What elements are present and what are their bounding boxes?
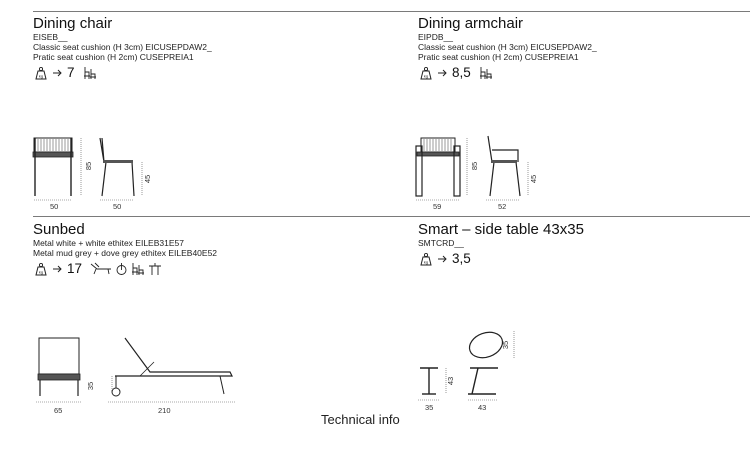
dim-height: 35 xyxy=(86,381,96,391)
svg-text:kg: kg xyxy=(423,73,429,79)
stackable-icon xyxy=(479,66,493,80)
sunbed-drawing xyxy=(30,332,250,417)
recline-icon xyxy=(90,262,112,276)
product-smart-side-table xyxy=(418,222,584,267)
product-code: SMTCRD__ xyxy=(418,238,464,248)
product-title: Dining chair xyxy=(33,15,113,32)
weight-value: 17 xyxy=(67,261,83,276)
weight-icon xyxy=(418,66,434,80)
arrow-icon xyxy=(438,69,448,77)
weight-icon xyxy=(418,252,434,266)
product-title: Dining armchair xyxy=(418,15,524,32)
dim-height: 43 xyxy=(446,376,456,386)
arrow-icon xyxy=(438,255,448,263)
symbols xyxy=(83,66,97,80)
dim-base: 35 xyxy=(425,403,434,412)
dim-front-width: 59 xyxy=(433,202,442,211)
arrow-icon xyxy=(53,265,63,273)
weight-row xyxy=(418,251,584,267)
weight-row xyxy=(33,261,217,277)
dim-top-depth: 35 xyxy=(501,340,511,350)
symbols xyxy=(479,66,493,80)
product-line: Metal white + white ethitex EILEB31E57 xyxy=(33,238,184,248)
svg-text:kg: kg xyxy=(423,259,429,265)
product-sunbed xyxy=(33,222,217,277)
weight-icon xyxy=(33,66,49,80)
dim-side-length: 210 xyxy=(158,406,171,415)
product-line: Pratic seat cushion (H 2cm) CUSEPREIA1 xyxy=(33,52,194,62)
dim-top: 43 xyxy=(478,403,487,412)
dim-seat-height: 45 xyxy=(143,174,153,184)
dim-front-width: 65 xyxy=(54,406,63,415)
symbols xyxy=(90,262,162,276)
dim-front-width: 50 xyxy=(50,202,59,211)
arrow-icon xyxy=(53,69,63,77)
stackable-icon xyxy=(131,262,145,276)
weight-icon xyxy=(33,262,49,276)
weight-value: 8,5 xyxy=(452,65,471,80)
svg-text:kg: kg xyxy=(38,269,44,275)
product-code: EIPDB__ xyxy=(418,32,453,42)
stackable-icon xyxy=(83,66,97,80)
dim-side-depth: 52 xyxy=(498,202,507,211)
dining-chair-drawing xyxy=(30,130,170,215)
top-divider xyxy=(33,11,750,12)
middle-divider xyxy=(33,216,750,217)
weight-row xyxy=(33,65,212,81)
wheel-icon xyxy=(115,262,128,276)
product-dining-armchair xyxy=(418,16,597,81)
svg-text:kg: kg xyxy=(38,73,44,79)
product-title: Smart – side table 43x35 xyxy=(418,221,584,238)
product-line: Classic seat cushion (H 3cm) EICUSEPDAW2_ xyxy=(418,42,597,52)
product-title: Sunbed xyxy=(33,221,85,238)
side-table-drawing xyxy=(414,326,524,411)
dim-height: 85 xyxy=(470,161,480,171)
dim-height: 85 xyxy=(84,161,94,171)
weight-row xyxy=(418,65,597,81)
parasol-icon xyxy=(148,262,162,276)
weight-value: 7 xyxy=(67,65,75,80)
weight-value: 3,5 xyxy=(452,251,471,266)
dim-side-depth: 50 xyxy=(113,202,122,211)
dining-armchair-drawing xyxy=(414,130,554,215)
product-line: Pratic seat cushion (H 2cm) CUSEPREIA1 xyxy=(418,52,579,62)
product-line: Classic seat cushion (H 3cm) EICUSEPDAW2_ xyxy=(33,42,212,52)
product-dining-chair xyxy=(33,16,212,81)
product-code: EISEB__ xyxy=(33,32,68,42)
footer-label: Technical info xyxy=(321,412,400,427)
product-line: Metal mud grey + dove grey ethitex EILEB40E52 xyxy=(33,248,218,258)
dim-seat-height: 45 xyxy=(529,174,539,184)
